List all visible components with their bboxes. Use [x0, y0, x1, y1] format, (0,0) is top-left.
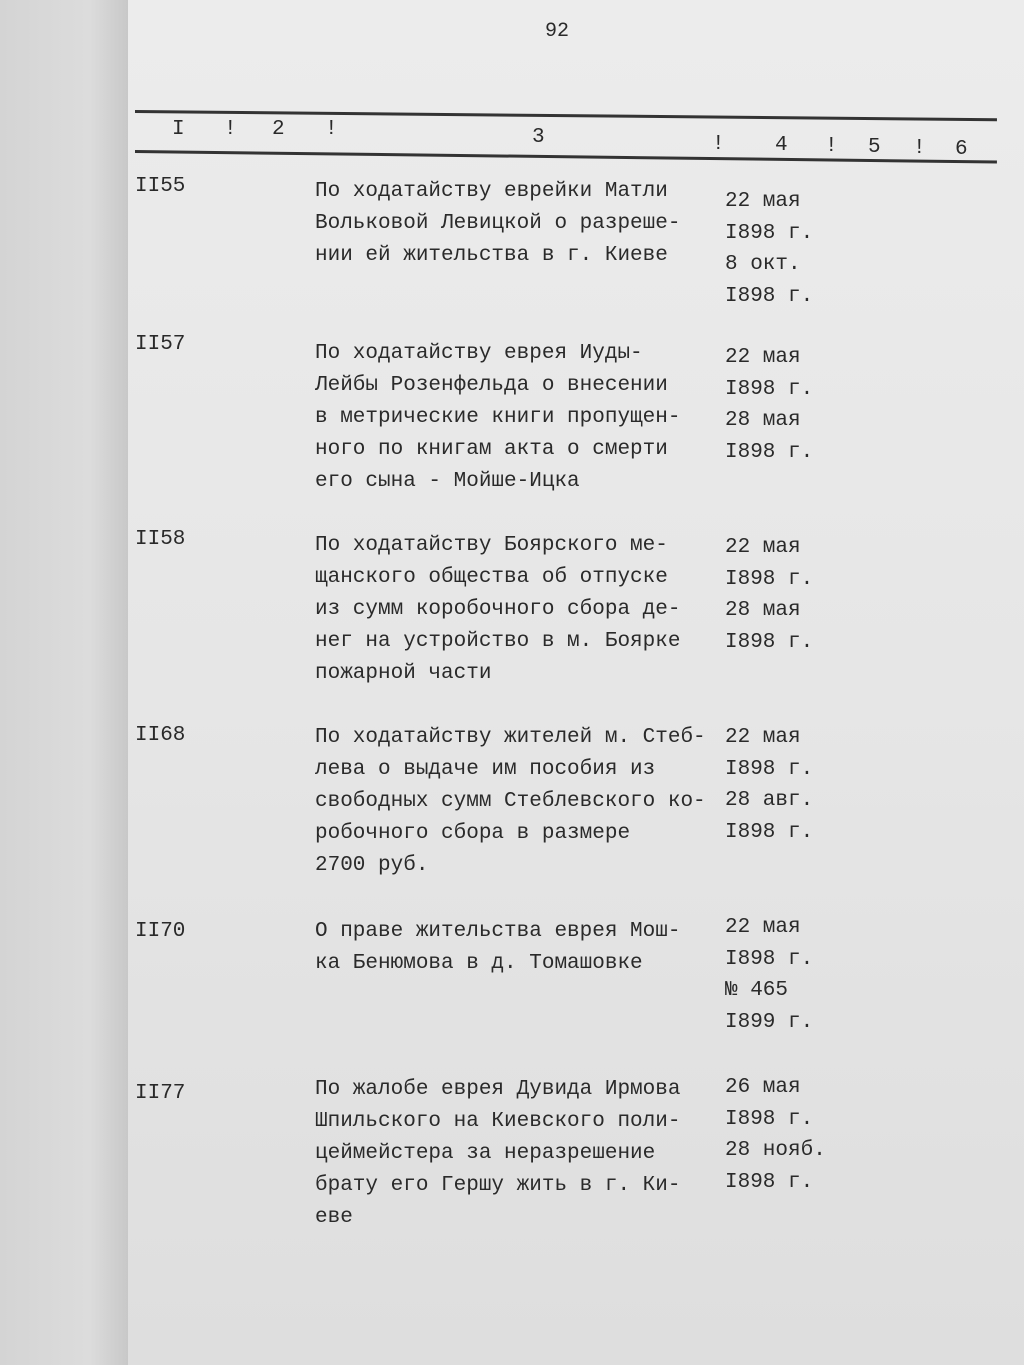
col-1-header: I: [172, 118, 185, 141]
description-line: щанского общества об отпуске: [315, 566, 668, 589]
date-line: 22 мая: [725, 190, 801, 213]
entry-description: [315, 176, 680, 272]
description-line: нии ей жительства в г. Киеве: [315, 244, 668, 267]
entry-id: II77: [135, 1082, 186, 1105]
col-sep: !: [712, 133, 725, 156]
date-line: 28 мая: [725, 599, 801, 622]
description-line: По ходатайству Боярского ме-: [315, 534, 668, 557]
col-sep: !: [913, 137, 926, 160]
entry-description: [315, 722, 706, 882]
date-line: I898 г.: [725, 377, 814, 401]
entry-dates: [725, 532, 813, 658]
entry-dates: [725, 186, 813, 312]
entry-id: II55: [135, 175, 186, 198]
col-5-header: 5: [868, 136, 881, 159]
description-line: пожарной части: [315, 662, 492, 685]
description-line: Вольковой Левицкой о разреше-: [315, 212, 681, 235]
date-line: № 465: [725, 979, 789, 1002]
entry-id: II58: [135, 528, 186, 551]
entry-dates: [725, 722, 813, 848]
date-line: 22 мая: [725, 916, 801, 939]
entry-dates: [725, 1072, 826, 1198]
description-line: в метрические книги пропущен-: [315, 406, 681, 429]
date-line: I899 г.: [725, 1010, 814, 1034]
date-line: I898 г.: [725, 1107, 814, 1131]
description-line: По ходатайству еврейки Матли: [315, 180, 668, 203]
description-line: из сумм коробочного сбора де-: [315, 598, 681, 621]
entry-description: [315, 916, 680, 980]
col-sep: !: [325, 118, 338, 141]
description-line: 2700 руб.: [315, 854, 429, 877]
col-6-header: 6: [955, 138, 968, 161]
date-line: 22 мая: [725, 536, 801, 559]
date-line: I898 г.: [725, 284, 814, 308]
date-line: I898 г.: [725, 630, 814, 654]
date-line: 22 мая: [725, 726, 801, 749]
date-line: I898 г.: [725, 820, 814, 844]
description-line: брату его Гершу жить в г. Ки-: [315, 1174, 681, 1197]
col-2-header: 2: [272, 118, 285, 141]
date-line: I898 г.: [725, 1170, 814, 1194]
entry-id: II57: [135, 333, 186, 356]
date-line: 28 нояб.: [725, 1139, 826, 1162]
description-line: свободных сумм Стеблевского ко-: [315, 790, 706, 813]
date-line: I898 г.: [725, 221, 814, 245]
description-line: робочного сбора в размере: [315, 822, 631, 845]
date-line: I898 г.: [725, 757, 814, 781]
date-line: 26 мая: [725, 1076, 801, 1099]
date-line: I898 г.: [725, 440, 814, 464]
col-4-header: 4: [775, 134, 788, 157]
date-line: 28 мая: [725, 409, 801, 432]
description-line: его сына - Мойше-Ицка: [315, 470, 580, 493]
entry-id: II70: [135, 920, 186, 943]
description-line: еве: [315, 1206, 353, 1229]
entry-dates: [725, 342, 813, 468]
col-sep: !: [224, 118, 237, 141]
date-line: I898 г.: [725, 567, 814, 591]
page-number: 92: [545, 20, 570, 43]
description-line: Лейбы Розенфельда о внесении: [315, 374, 668, 397]
entry-id: II68: [135, 724, 186, 747]
description-line: О праве жительства еврея Мош-: [315, 920, 681, 943]
adjacent-page-edge: [0, 0, 128, 1365]
entry-description: [315, 338, 680, 498]
description-line: ного по книгам акта о смерти: [315, 438, 668, 461]
description-line: цеймейстера за неразрешение: [315, 1142, 656, 1165]
description-line: ка Бенюмова в д. Томашовке: [315, 952, 643, 975]
description-line: По ходатайству еврея Иуды-: [315, 342, 643, 365]
description-line: Шпильского на Киевского поли-: [315, 1110, 681, 1133]
date-line: 8 окт.: [725, 253, 801, 276]
entry-description: [315, 1074, 680, 1234]
description-line: нег на устройство в м. Боярке: [315, 630, 681, 653]
date-line: I898 г.: [725, 947, 814, 971]
date-line: 22 мая: [725, 346, 801, 369]
description-line: По ходатайству жителей м. Стеб-: [315, 726, 706, 749]
entry-dates: [725, 912, 813, 1038]
description-line: По жалобе еврея Дувида Ирмова: [315, 1078, 681, 1101]
col-sep: !: [825, 135, 838, 158]
entry-description: [315, 530, 680, 690]
date-line: 28 авг.: [725, 789, 814, 812]
col-3-header: 3: [532, 126, 545, 149]
description-line: лева о выдаче им пособия из: [315, 758, 656, 781]
